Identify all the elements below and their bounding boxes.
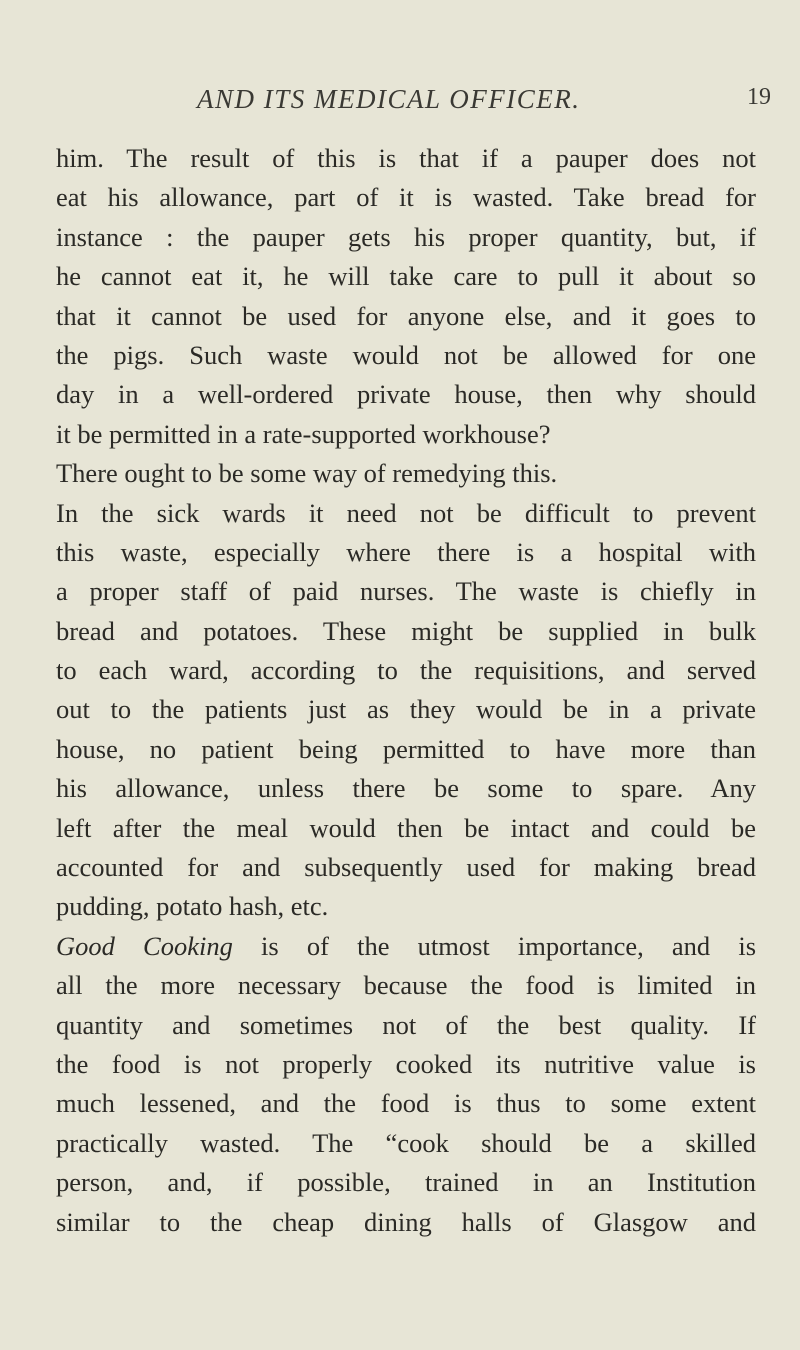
text-line: much lessened, and the food is thus to some extent: [56, 1088, 756, 1119]
text-line: his allowance, unless there be some to spare. Any: [56, 773, 756, 804]
text-line: In the sick wards it need not be difficult to prevent: [56, 497, 756, 528]
text-line: quantity and sometimes not of the best quality. If: [56, 1009, 756, 1040]
text-line: person, and, if possible, trained in an Institution: [56, 1167, 756, 1198]
text-line: the pigs. Such waste would not be allowed for one: [56, 339, 756, 370]
text-line: him. The result of this is that if a pauper does not: [56, 143, 756, 173]
text-line: house, no patient being permitted to have more than: [56, 733, 756, 764]
running-title: AND ITS MEDICAL OFFICER.: [197, 84, 581, 114]
text-line-good-cooking: [56, 927, 756, 966]
text-line: he cannot eat it, he will take care to pull it about so: [56, 261, 756, 292]
running-head: [0, 84, 800, 124]
text-line: practically wasted. The “cook should be a skilled: [56, 1127, 756, 1158]
text-line: this waste, especially where there is a hospital with: [56, 536, 756, 567]
page-number: 19: [747, 84, 771, 110]
text-line: out to the patients just as they would be in a private: [56, 694, 756, 725]
text-line: There ought to be some way of remedying this.: [56, 458, 558, 489]
text-line: it be permitted in a rate-supported workhouse?: [56, 418, 551, 449]
text-line: similar to the cheap dining halls of Glasgow and: [56, 1206, 756, 1237]
text-line: pudding, potato hash, etc.: [56, 891, 329, 922]
text-line: a proper staff of paid nurses. The waste is chiefly in: [56, 576, 756, 607]
text-line: the food is not properly cooked its nutritive value is: [56, 1048, 756, 1079]
body-text: [56, 139, 756, 1242]
text-line: left after the meal would then be intact and could be: [56, 812, 756, 843]
good-cooking-line-rest: is of the utmost importance, and is: [232, 930, 757, 961]
good-cooking-heading: Good Cooking: [56, 930, 233, 961]
text-line: eat his allowance, part of it is wasted. Take bread for: [56, 182, 756, 213]
text-line: all the more necessary because the food is limited in: [56, 970, 756, 1001]
text-line: bread and potatoes. These might be supplied in bulk: [56, 615, 756, 646]
text-line: that it cannot be used for anyone else, and it goes to: [56, 300, 756, 331]
text-line: day in a well-ordered private house, then why should: [56, 379, 756, 410]
text-line: instance : the pauper gets his proper quantity, but, if: [56, 221, 756, 252]
text-line: to each ward, according to the requisitions, and served: [56, 655, 756, 686]
text-line: accounted for and subsequently used for making bread: [56, 852, 756, 883]
